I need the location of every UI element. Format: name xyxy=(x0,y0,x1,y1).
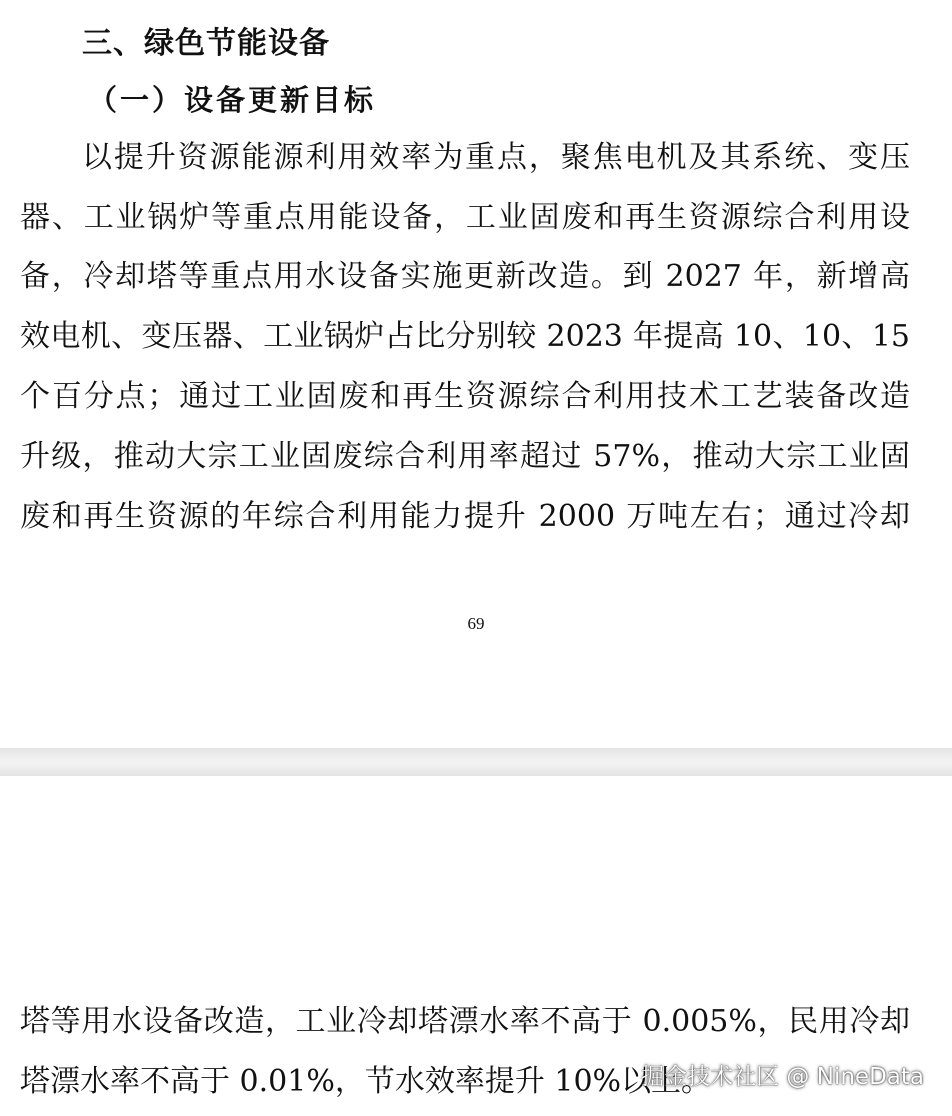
paragraph-line: 塔等用水设备改造，工业冷却塔漂水率不高于 0.005%，民用冷却 xyxy=(20,1004,910,1039)
paragraph-line: 备，冷却塔等重点用水设备实施更新改造。到 2027 年，新增高 xyxy=(20,259,910,294)
paragraph-line: 个百分点；通过工业固废和再生资源综合利用技术工艺装备改造 xyxy=(20,379,910,414)
page-separator xyxy=(0,748,952,776)
paragraph-line: 以提升资源能源利用效率为重点，聚焦电机及其系统、变压 xyxy=(82,140,910,175)
paragraph-line: 升级，推动大宗工业固废综合利用率超过 57%，推动大宗工业固 xyxy=(20,439,910,474)
paragraph-line: 塔漂水率不高于 0.01%，节水效率提升 10%以上。 xyxy=(20,1064,712,1099)
watermark: 掘金技术社区 @ NineData xyxy=(641,1064,924,1090)
subsection-heading: （一）设备更新目标 xyxy=(88,83,377,117)
section-heading: 三、绿色节能设备 xyxy=(82,26,330,61)
paragraph-line: 废和再生资源的年综合利用能力提升 2000 万吨左右；通过冷却 xyxy=(20,499,910,534)
paragraph-line: 器、工业锅炉等重点用能设备，工业固废和再生资源综合利用设 xyxy=(20,200,910,235)
paragraph-line: 效电机、变压器、工业锅炉占比分别较 2023 年提高 10、10、15 xyxy=(20,319,910,354)
page-number: 69 xyxy=(467,614,485,633)
